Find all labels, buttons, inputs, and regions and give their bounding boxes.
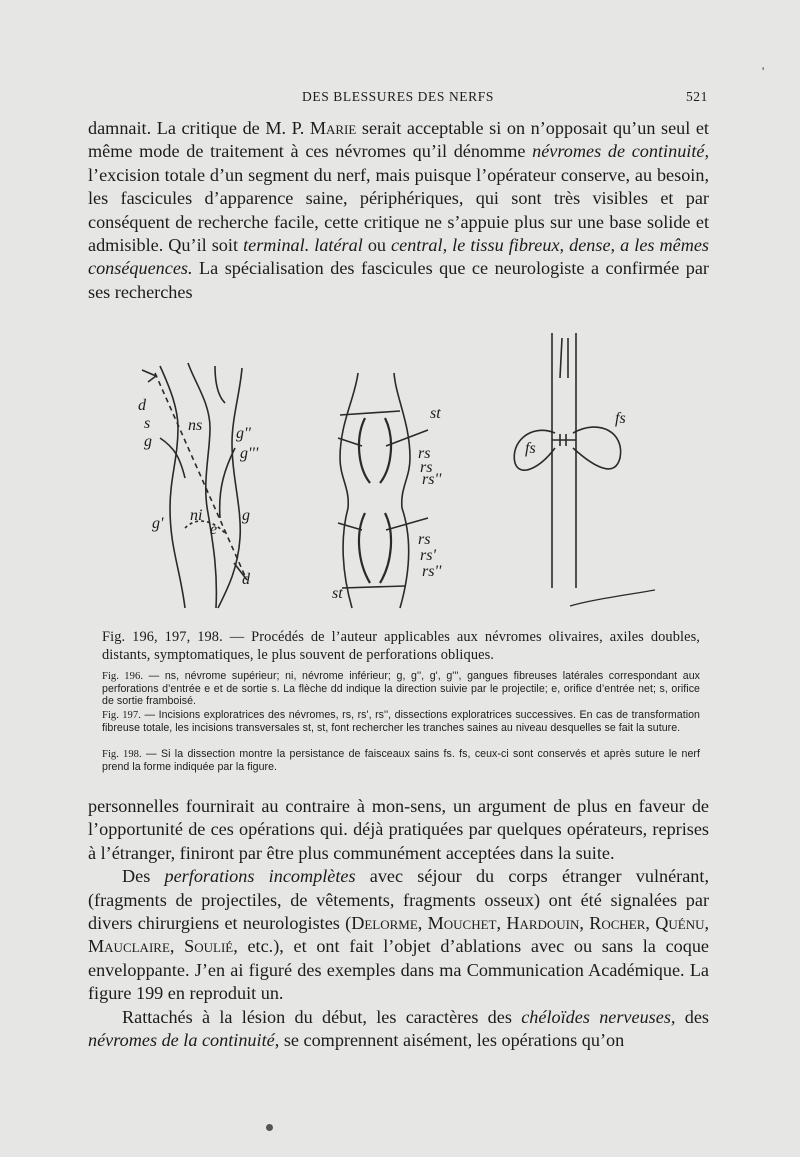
caption-text: — ns, névrome supérieur; ni, névrome inférieur; g, g'', g', g''', gangues fibreuses latérales correspondant aux perforations d’entrée e et de sortie s. La flèche dd indique la direction suivie par le projectile; e, orifice d’entrée net; s, orifice de sortie framboisé. — [102, 670, 700, 708]
author-name: Mauclaire — [88, 936, 170, 957]
author-name: Soulié — [184, 936, 234, 957]
caption-text: — Si la dissection montre la persistance de faisceaux sains fs. fs, ceux-ci sont conservés et après suture le nerf prend la forme indiquée par la figure. — [102, 748, 700, 774]
body-text-bottom — [88, 795, 709, 1052]
label-g: g — [144, 433, 152, 450]
author-name: Mouchet — [427, 913, 497, 934]
italic-term: terminal. latéral — [243, 235, 363, 256]
caption-text: — Incisions exploratrices des névromes, rs, rs', rs'', dissections exploratrices successives. En cas de transformation fibreuse totale, les incisions transversales st, st, font rechercher les tranches saines au niveau desquelles se fait la suture. — [102, 709, 700, 735]
label-fs-left: fs — [525, 440, 536, 457]
label-ns: ns — [188, 417, 203, 434]
author-name: Hardouin — [506, 913, 580, 934]
text-run: Rattachés à la lésion du début, les caractères des — [122, 1006, 522, 1027]
label-g3: g''' — [240, 445, 259, 462]
label-rs-5: rs' — [420, 547, 436, 564]
label-ni: ni — [190, 507, 203, 524]
label-d-top: d — [138, 397, 146, 414]
label-d-bottom: d — [242, 571, 250, 588]
text-run: personnelles fournirait au contraire à mon-sens, un argument de plus en faveur de l’opportunité de ces opérations qui. déjà pratiquées par quelques opérateurs, reprises à l’étranger, finiront par être plus communément acceptées dans la suite. — [88, 796, 709, 863]
text-run: , se comprennent aisément, les opérations qu’on — [274, 1030, 625, 1051]
caption-lead: Fig. 198. — [102, 749, 142, 760]
separator: , — [645, 913, 656, 934]
separator: , — [169, 936, 185, 957]
paragraph — [88, 865, 709, 1005]
text-run: La spécialisation des fascicules que ce neurologiste a confirmée par ses recherches — [88, 258, 709, 302]
label-st-top: st — [430, 405, 441, 422]
figure-caption: Fig. 196, 197, 198. — Procédés de l’auteur applicables aux névromes olivaires, axiles doubles, distants, symptomatiques, le plus souvent de perforations obliques. — [102, 629, 700, 663]
author-name: Rocher — [589, 913, 646, 934]
label-rs-4: rs — [418, 531, 431, 548]
page-number: 521 — [685, 89, 708, 104]
separator: , — [579, 913, 590, 934]
label-st-bottom: st — [332, 585, 343, 602]
paragraph — [88, 795, 709, 865]
caption-lead: Fig. 196. — [102, 671, 144, 682]
label-rs-2: rs — [420, 459, 433, 476]
paragraph — [88, 117, 709, 304]
author-name: Quénu — [655, 913, 705, 934]
italic-term: névromes de continuité, — [532, 141, 710, 162]
paragraph — [88, 1006, 709, 1053]
italic-term: central, le tissu fibreux, dense, a les mêmes conséquences. — [88, 235, 709, 279]
text-run: damnait. La critique de M. P. — [88, 118, 310, 138]
text-run: , etc.), et ont fait l’objet d’ablations avec ou sans la coque enveloppante. J’en ai figuré des exemples dans ma Communication Académique. La figure 199 en reproduit un. — [88, 936, 709, 1004]
label-e: e — [210, 521, 218, 538]
label-rs-6: rs'' — [422, 563, 442, 580]
author-name: Marie — [309, 118, 357, 138]
separator: , — [704, 913, 710, 934]
text-run: serait acceptable si on n’opposait qu’un seul et même mode de traitement à ces névromes qu’il dénomme — [88, 118, 709, 162]
figure-197 — [338, 373, 431, 608]
text-run: Des — [122, 866, 165, 887]
ink-dot — [266, 1124, 273, 1131]
italic-term: chéloïdes nerveuses, — [521, 1006, 676, 1027]
figure-196 — [142, 363, 247, 608]
corner-mark: ' — [762, 64, 765, 78]
text-run: l’excision totale d’un segment du nerf, mais puisque l’opérateur conserve, au besoin, les fascicules d’apparence saine, périphériques, qui sont très visibles et par conséquent de recherche facile, cette critique ne s’appuie plus sur une base solide et admisible. Qu’il soit — [88, 164, 709, 256]
label-g1: g' — [152, 515, 164, 532]
body-text-top — [88, 117, 709, 304]
figure-plate — [100, 318, 700, 618]
caption-fig-197 — [102, 709, 700, 734]
running-head — [88, 89, 708, 107]
caption-fig-198 — [102, 748, 700, 773]
author-name: Delorme — [351, 913, 418, 934]
text-run: ou — [362, 235, 392, 256]
label-s: s — [144, 415, 151, 432]
label-rs-3: rs'' — [422, 471, 442, 488]
caption-fig-196 — [102, 670, 700, 708]
italic-term: névromes de la continuité — [88, 1030, 275, 1051]
running-title: DES BLESSURES DES NERFS — [302, 89, 494, 104]
text-run: avec séjour du corps étranger vulnérant, (fragments de projectiles, de vêtements, fragments osseux) ont été signalées par divers chirurgiens et neurologistes ( — [88, 866, 709, 934]
label-fs-right: fs — [615, 410, 626, 427]
text-run: des — [675, 1006, 709, 1027]
separator: , — [417, 913, 428, 934]
label-g4: g — [242, 507, 250, 524]
figure-198 — [514, 333, 655, 606]
caption-lead: Fig. 197. — [102, 710, 141, 721]
separator: , — [496, 913, 507, 934]
italic-term: perforations incomplètes — [164, 866, 356, 887]
label-rs-1: rs — [418, 445, 431, 462]
label-g2: g'' — [236, 425, 251, 442]
